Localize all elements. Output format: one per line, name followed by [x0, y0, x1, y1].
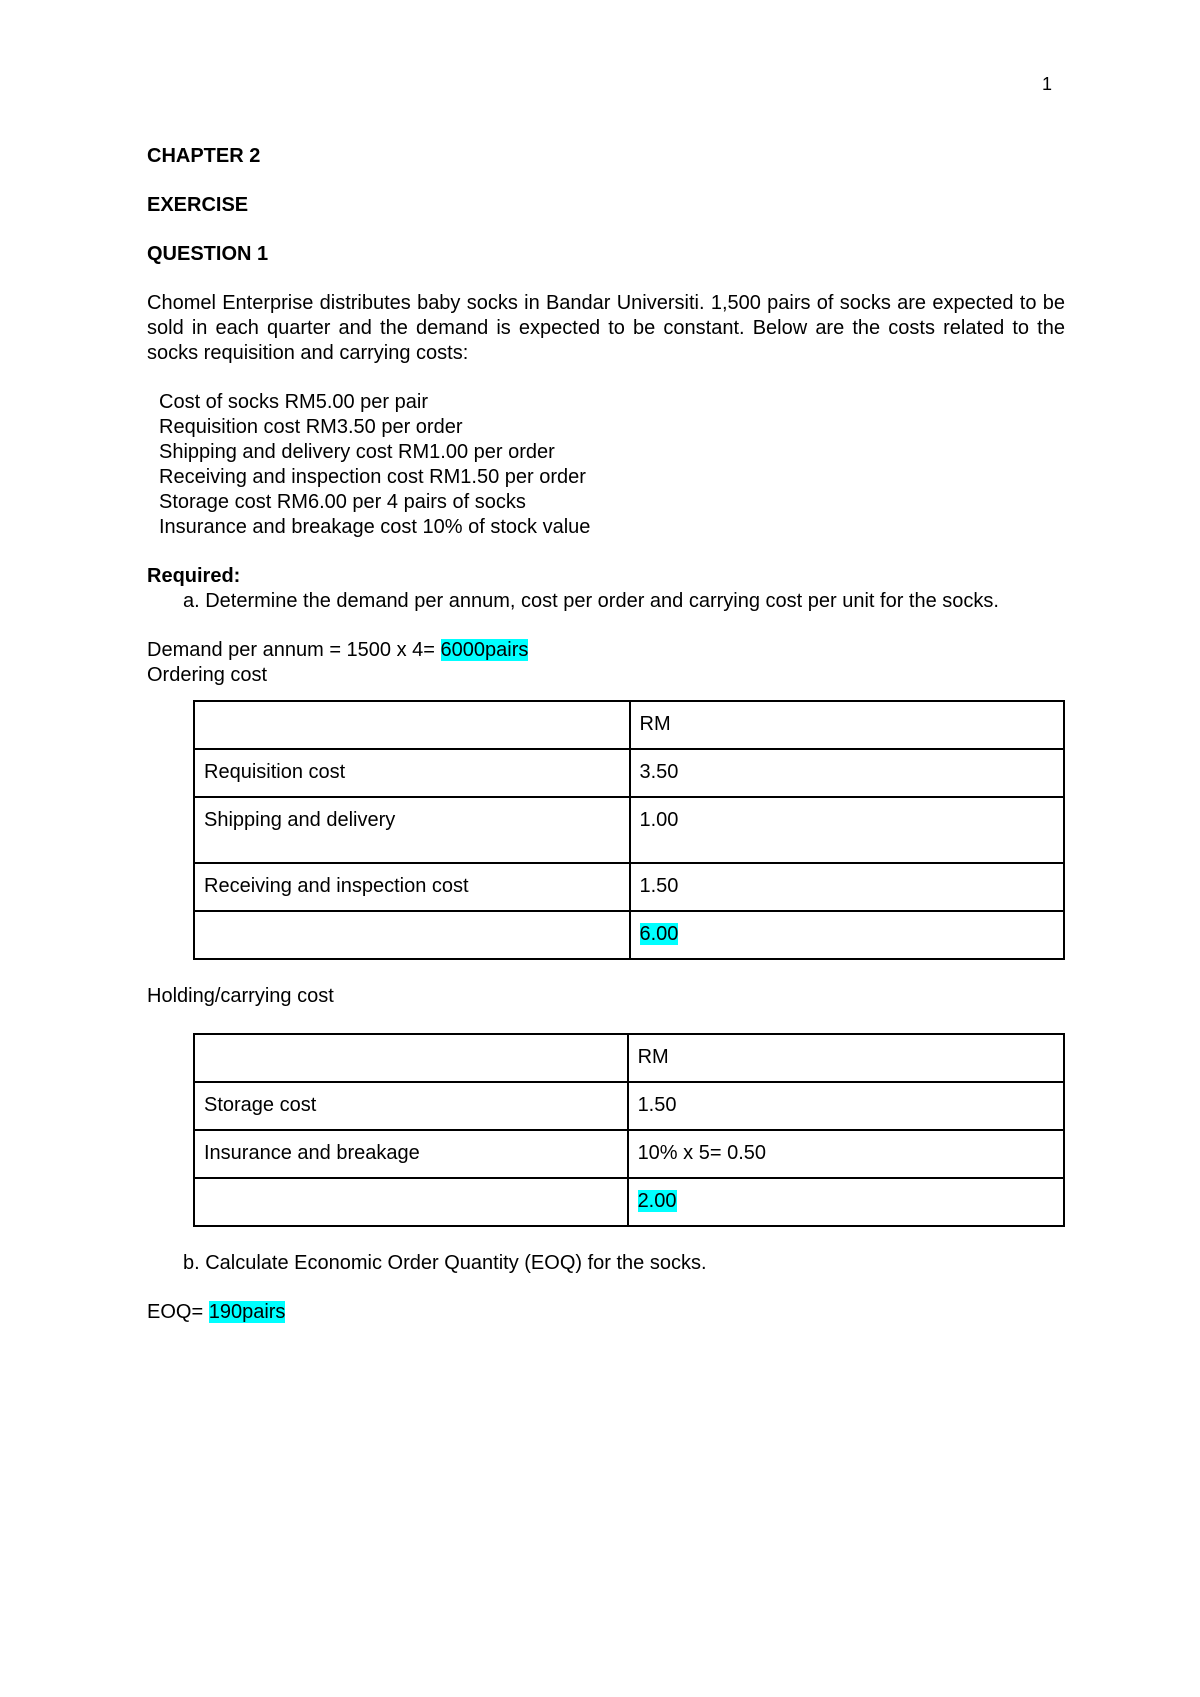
table-cell: Requisition cost — [194, 749, 630, 797]
table-row — [194, 911, 1064, 959]
table-row — [194, 1034, 1064, 1082]
table-cell: 1.50 — [630, 863, 1065, 911]
eoq-text: EOQ= — [147, 1301, 209, 1323]
holding-cost-table — [193, 1033, 1065, 1227]
table-cell: Storage cost — [194, 1082, 628, 1130]
list-item: Storage cost RM6.00 per 4 pairs of socks — [159, 491, 526, 513]
chapter-heading: CHAPTER 2 — [147, 145, 261, 167]
table-cell: 1.50 — [628, 1082, 1064, 1130]
table-cell: 10% x 5= 0.50 — [628, 1130, 1064, 1178]
cost-list — [159, 390, 1065, 540]
table-cell: Receiving and inspection cost — [194, 863, 630, 911]
question-heading: QUESTION 1 — [147, 243, 269, 265]
list-item: Receiving and inspection cost RM1.50 per order — [159, 466, 586, 488]
table-row — [194, 863, 1064, 911]
holding-total: 2.00 — [637, 1190, 677, 1212]
required-label: Required: — [147, 565, 241, 587]
list-item: Insurance and breakage cost 10% of stock value — [159, 516, 591, 538]
table-row — [194, 749, 1064, 797]
ordering-cost-label: Ordering cost — [147, 664, 268, 686]
table-cell — [194, 911, 630, 959]
table-cell: 1.00 — [630, 797, 1065, 863]
table-cell: RM — [628, 1034, 1064, 1082]
ordering-cost-table — [193, 700, 1065, 960]
table-cell: Insurance and breakage — [194, 1130, 628, 1178]
holding-cost-label: Holding/carrying cost — [147, 985, 334, 1007]
table-cell — [194, 1034, 628, 1082]
table-row — [194, 701, 1064, 749]
table-cell — [628, 1178, 1064, 1226]
list-item: Requisition cost RM3.50 per order — [159, 416, 463, 438]
exercise-heading: EXERCISE — [147, 194, 249, 216]
document-body — [147, 144, 1065, 1325]
table-cell — [194, 1178, 628, 1226]
ordering-total: 6.00 — [639, 923, 679, 945]
question-b: b. Calculate Economic Order Quantity (EOQ) for the socks. — [183, 1252, 707, 1274]
demand-line — [147, 638, 1065, 663]
table-cell: RM — [630, 701, 1065, 749]
table-cell — [630, 911, 1065, 959]
list-item: Cost of socks RM5.00 per pair — [159, 391, 428, 413]
demand-answer: 6000pairs — [440, 639, 529, 661]
table-cell: Shipping and delivery — [194, 797, 630, 863]
eoq-answer: 190pairs — [208, 1301, 286, 1323]
eoq-line — [147, 1300, 1065, 1325]
table-row — [194, 1178, 1064, 1226]
list-item: Shipping and delivery cost RM1.00 per order — [159, 441, 555, 463]
demand-text: Demand per annum = 1500 x 4= — [147, 639, 441, 661]
table-cell: 3.50 — [630, 749, 1065, 797]
intro-paragraph: Chomel Enterprise distributes baby socks in Bandar Universiti. 1,500 pairs of socks are expected to be sold in each quarter and the demand is expected to be constant. Below are the costs related to the socks requisition and carrying costs: — [147, 292, 1065, 364]
table-row — [194, 1130, 1064, 1178]
question-a: a. Determine the demand per annum, cost per order and carrying cost per unit for the socks. — [183, 590, 999, 612]
table-row — [194, 797, 1064, 863]
page-number: 1 — [1042, 74, 1053, 94]
table-row — [194, 1082, 1064, 1130]
table-cell — [194, 701, 630, 749]
